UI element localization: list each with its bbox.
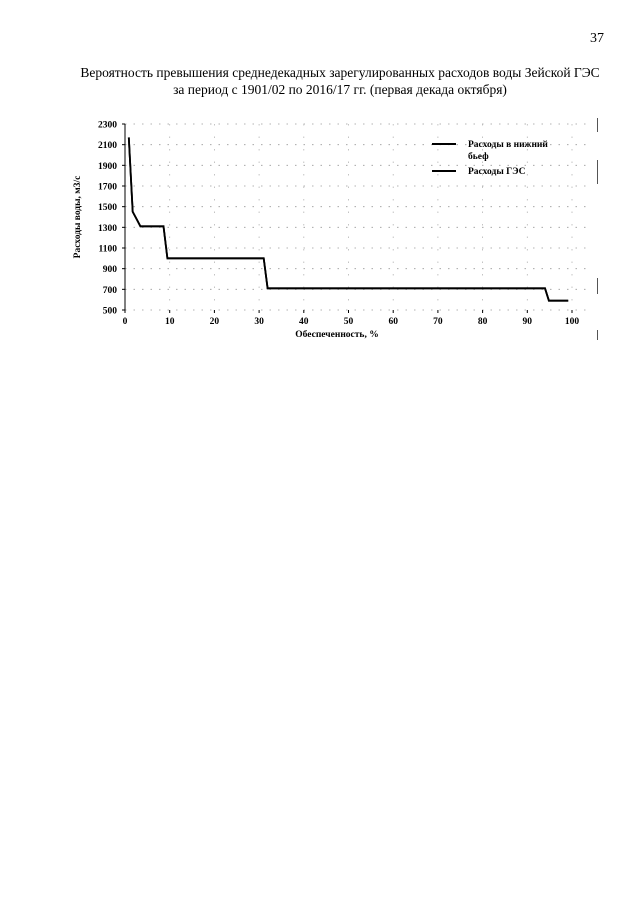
- x-tick-label: 40: [299, 317, 309, 327]
- x-tick-label: 100: [564, 317, 580, 327]
- title-line-2: за период с 1901/02 по 2016/17 гг. (первая декада октября): [173, 82, 507, 97]
- y-tick-label: 700: [102, 285, 117, 296]
- title-line-1: Вероятность превышения среднедекадных зарегулированных расходов воды Зейской ГЭС: [80, 65, 600, 80]
- x-tick-label: 20: [209, 317, 220, 327]
- x-tick-label: 60: [388, 317, 398, 327]
- chart-title: [60, 64, 620, 98]
- x-tick-label: 80: [477, 317, 488, 327]
- x-tick-label: 50: [343, 317, 354, 327]
- x-tick-label: 30: [254, 317, 264, 327]
- x-tick-label: 0: [122, 317, 128, 327]
- x-tick-label: 90: [522, 317, 533, 327]
- y-tick-label: 1700: [98, 182, 117, 193]
- legend-label-1-cont: бьеф: [468, 152, 489, 162]
- y-tick-label: 1900: [98, 161, 117, 172]
- legend-label-2: Расходы ГЭС: [468, 167, 526, 177]
- y-tick-label: 2300: [98, 120, 117, 131]
- y-axis-title: Расходы воды, м3/с: [73, 175, 83, 259]
- x-tick-label: 70: [433, 317, 443, 327]
- y-tick-label: 1300: [98, 223, 117, 234]
- page-number: 37: [590, 31, 604, 46]
- x-tick-label: 10: [164, 317, 175, 327]
- grid: [125, 124, 592, 310]
- y-axis: [98, 121, 125, 317]
- y-tick-label: 1100: [98, 244, 117, 255]
- legend: [432, 139, 548, 177]
- y-tick-label: 2100: [98, 141, 117, 152]
- y-tick-label: 1500: [98, 203, 117, 214]
- y-tick-label: 500: [102, 306, 117, 317]
- y-tick-label: 900: [102, 265, 117, 276]
- x-axis-title: Обеспеченность, %: [295, 330, 379, 340]
- legend-label-1: Расходы в нижний: [468, 140, 548, 150]
- chart: [60, 110, 600, 360]
- x-axis: [123, 310, 580, 327]
